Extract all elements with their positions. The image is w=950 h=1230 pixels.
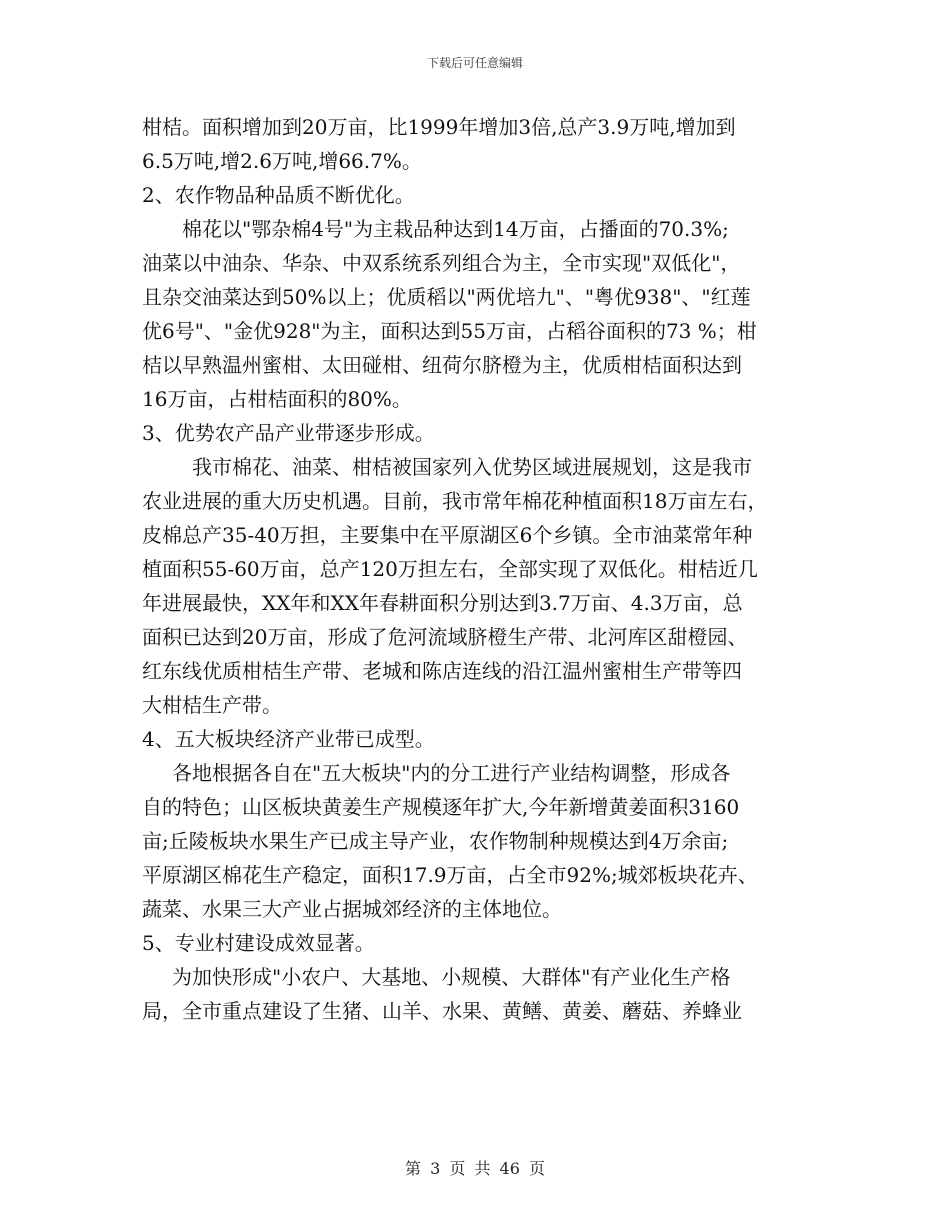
paragraph-line: 面积已达到20万亩，形成了危河流域脐橙生产带、北河库区甜橙园、 (142, 625, 748, 649)
paragraph-line: 为加快形成"小农户、大基地、小规模、大群体"有产业化生产格 (172, 965, 731, 989)
paragraph-line: 各地根据各自在"五大板块"内的分工进行产业结构调整，形成各 (172, 761, 731, 785)
paragraph-line: 6.5万吨,增2.6万吨,增66.7%。 (142, 149, 422, 173)
paragraph-line: 农业进展的重大历史机遇。目前，我市常年棉花种植面积18万亩左右， (142, 489, 768, 513)
paragraph-line: 红东线优质柑桔生产带、老城和陈店连线的沿江温州蜜柑生产带等四 (142, 659, 742, 683)
paragraph-line: 我市棉花、油菜、柑桔被国家列入优势区域进展规划，这是我市 (192, 455, 752, 479)
paragraph-line: 油菜以中油杂、华杂、中双系统系列组合为主，全市实现"双低化"， (142, 251, 741, 275)
document-body (142, 110, 808, 1028)
paragraph-line: 平原湖区棉花生产稳定，面积17.9万亩，占全市92%;城郊板块花卉、 (142, 863, 758, 887)
paragraph-line: 亩;丘陵板块水果生产已成主导产业，农作物制种规模达到4万余亩; (142, 829, 729, 853)
paragraph-line: 蔬菜、水果三大产业占据城郊经济的主体地位。 (142, 897, 562, 921)
paragraph-line: 柑桔。面积增加到20万亩，比1999年增加3倍,总产3.9万吨,增加到 (142, 115, 736, 139)
section-heading: 4、五大板块经济产业带已成型。 (142, 727, 435, 751)
paragraph-line: 桔以早熟温州蜜柑、太田碰柑、纽荷尔脐橙为主，优质柑桔面积达到 (142, 353, 742, 377)
page-header: 下载后可任意编辑 (426, 56, 523, 70)
paragraph-line: 优6号"、"金优928"为主，面积达到55万亩，占稻谷面积的73 %；柑 (142, 319, 757, 343)
paragraph-line: 局，全市重点建设了生猪、山羊、水果、黄鳝、黄姜、蘑菇、养蜂业 (142, 999, 742, 1023)
section-heading: 5、专业村建设成效显著。 (142, 931, 375, 955)
paragraph-line: 植面积55-60万亩，总产120万担左右，全部实现了双低化。柑桔近几 (142, 557, 758, 581)
paragraph-line: 大柑桔生产带。 (142, 693, 282, 717)
paragraph-line: 且杂交油菜达到50%以上；优质稻以"两优培九"、"粤优938"、"红莲 (142, 285, 751, 309)
paragraph-line: 自的特色；山区板块黄姜生产规模逐年扩大,今年新增黄姜面积3160 (142, 795, 740, 819)
paragraph-line: 棉花以"鄂杂棉4号"为主栽品种达到14万亩，占播面的70.3%; (182, 217, 729, 241)
section-heading: 3、优势农产品产业带逐步形成。 (142, 421, 435, 445)
paragraph-line: 年进展最快，XX年和XX年春耕面积分别达到3.7万亩、4.3万亩，总 (142, 591, 743, 615)
paragraph-line: 皮棉总产35-40万担，主要集中在平原湖区6个乡镇。全市油菜常年种 (142, 523, 753, 547)
page-footer: 第 3 页 共 46 页 (405, 1159, 545, 1178)
section-heading: 2、农作物品种品质不断优化。 (142, 183, 415, 207)
paragraph-line: 16万亩，占柑桔面积的80%。 (142, 387, 412, 411)
